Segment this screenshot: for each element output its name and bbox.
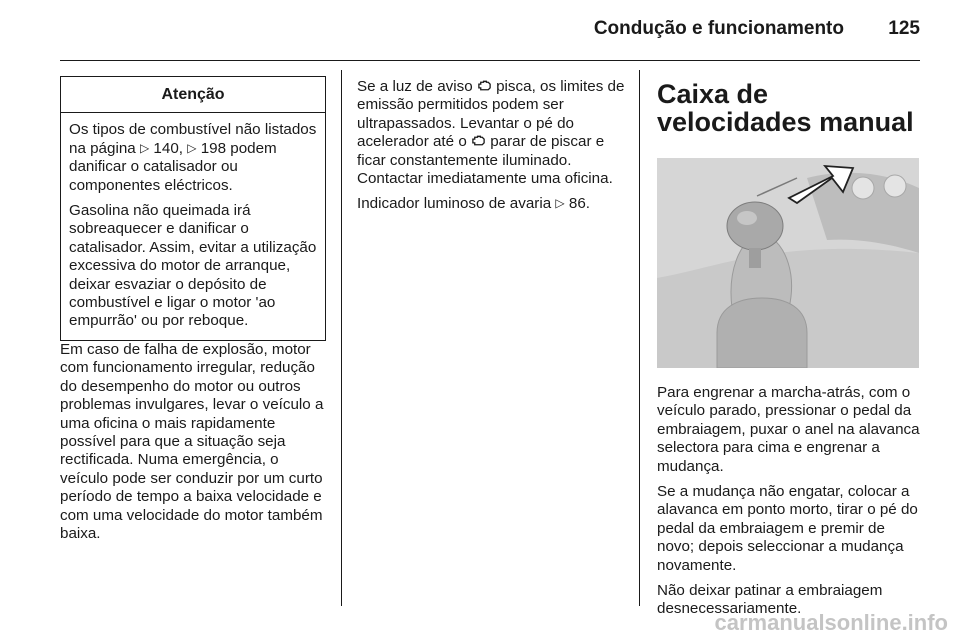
triangle-arrow-icon: ▷ bbox=[555, 196, 565, 211]
column-middle bbox=[357, 78, 627, 221]
body-text: . bbox=[585, 195, 591, 213]
column-divider-left bbox=[341, 70, 342, 606]
warning-body bbox=[61, 113, 325, 339]
body-text: parar de piscar e ficar constantemente iluminado. Contactar imediatamente uma oficina. bbox=[357, 133, 613, 188]
triangle-arrow-icon: ▷ bbox=[187, 140, 197, 155]
body-paragraph bbox=[357, 78, 627, 188]
header-rule bbox=[60, 60, 920, 61]
triangle-arrow-icon: ▷ bbox=[139, 140, 150, 155]
body-paragraph: Se a mudança não engatar, colocar a alavanca em ponto morto, tirar o pé do pedal da embraiagem e premir de novo; depois seleccionar a mudança novamente. bbox=[657, 483, 918, 574]
page-number: 125 bbox=[888, 18, 920, 39]
warning-text: , bbox=[178, 139, 188, 157]
body-text: pisca, os limites de emissão permitidos podem ser ultrapassados. Levantar o pé do acelerador até o bbox=[357, 78, 625, 151]
body-text: Se a luz de aviso bbox=[357, 78, 477, 95]
body-paragraph: Não deixar patinar a embraiagem desnecessariamente. bbox=[657, 582, 883, 618]
body-text: Indicador luminoso de avaria bbox=[357, 195, 556, 213]
section-title: Caixa de velocidades manual bbox=[657, 79, 914, 137]
warning-title: Atenção bbox=[61, 77, 325, 113]
warning-text: Os tipos de combustível não listados na página bbox=[69, 121, 317, 157]
watermark: carmanualsonline.info bbox=[714, 610, 948, 635]
column-left bbox=[60, 70, 326, 550]
column-right bbox=[657, 80, 921, 626]
warning-text: podem danificar o catalisador ou componentes eléctricos. bbox=[69, 139, 277, 194]
warning-paragraph bbox=[69, 121, 317, 195]
warning-box bbox=[60, 76, 326, 341]
chapter-title: Condução e funcionamento bbox=[593, 18, 844, 39]
body-paragraph: Em caso de falha de explosão, motor com funcionamento irregular, redução do desempenho do motor ou outros problemas invulgares, levar o veículo a uma oficina o mais rapidamente possível para que a situação seja rectificada. Numa emergência, o veículo pode ser conduzir por um curto período de tempo a baixa velocidade e com uma velocidade do motor também baixa. bbox=[60, 340, 324, 542]
body-paragraph: Para engrenar a marcha-atrás, com o veículo parado, pressionar o pedal da embraiagem, puxar o anel na alavanca selectora para cima e engrenar a mudança. bbox=[657, 384, 920, 475]
engine-warning-lamp-icon bbox=[477, 79, 492, 93]
engine-warning-lamp-icon bbox=[471, 134, 486, 148]
page-ref-link[interactable]: 140 bbox=[153, 139, 179, 157]
page-ref-link[interactable]: 86 bbox=[568, 195, 586, 213]
page-ref-link[interactable]: 198 bbox=[200, 139, 227, 157]
warning-paragraph: Gasolina não queimada irá sobreaquecer e danificar o catalisador. Assim, evitar a utilização excessiva do motor de arranque, deixar esvaziar o depósito de combustível e ligar o motor 'ao empurrão' ou por reboque. bbox=[69, 202, 317, 330]
column-divider-right bbox=[639, 70, 640, 606]
body-paragraph bbox=[357, 195, 627, 213]
gear-lever-illustration bbox=[657, 158, 919, 368]
